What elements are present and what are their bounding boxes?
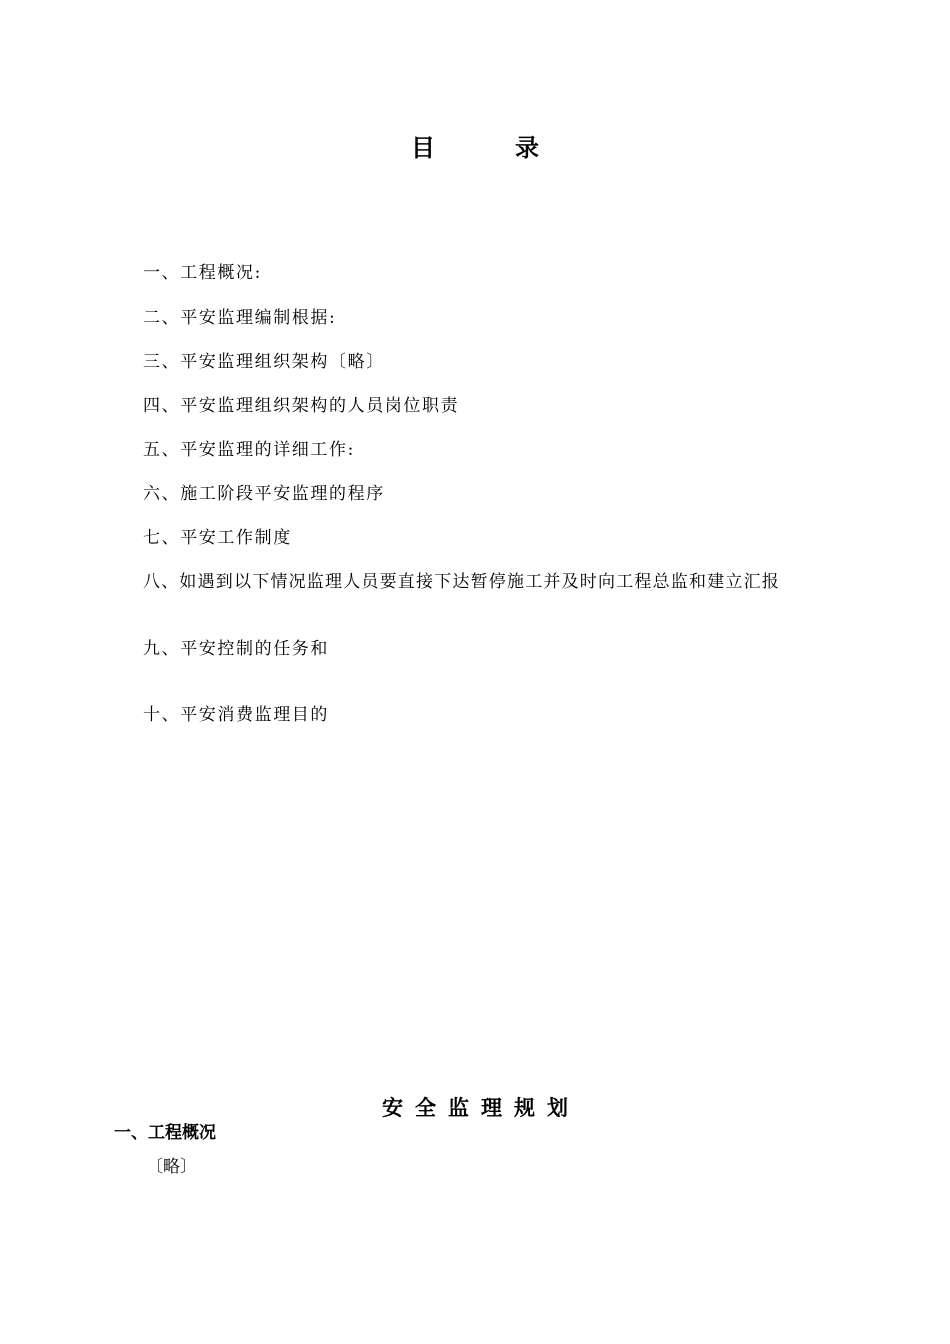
toc-item-5: 五、平安监理的详细工作: [143, 440, 355, 460]
toc-title-left: 目 [411, 134, 435, 162]
toc-item-6: 六、施工阶段平安监理的程序 [143, 484, 385, 504]
plan-title: 安全监理规划 [382, 1096, 580, 1120]
toc-item-2: 二、平安监理编制根据: [143, 308, 337, 328]
toc-item-4: 四、平安监理组织架构的人员岗位职责 [143, 396, 460, 416]
toc-item-10: 十、平安消费监理目的 [143, 705, 329, 725]
toc-title-right: 录 [515, 134, 539, 162]
section-body: 〔略〕 [146, 1157, 197, 1177]
toc-item-3: 三、平安监理组织架构〔略〕 [143, 352, 385, 372]
toc-item-7: 七、平安工作制度 [143, 528, 292, 548]
toc-title [0, 132, 950, 164]
toc-item-8: 八、如遇到以下情况监理人员要直接下达暂停施工并及时向工程总监和建立汇报 [143, 572, 780, 592]
section-heading: 一、工程概况 [114, 1123, 216, 1143]
toc-item-9: 九、平安控制的任务和 [143, 639, 329, 659]
toc-item-1: 一、工程概况: [143, 263, 262, 283]
